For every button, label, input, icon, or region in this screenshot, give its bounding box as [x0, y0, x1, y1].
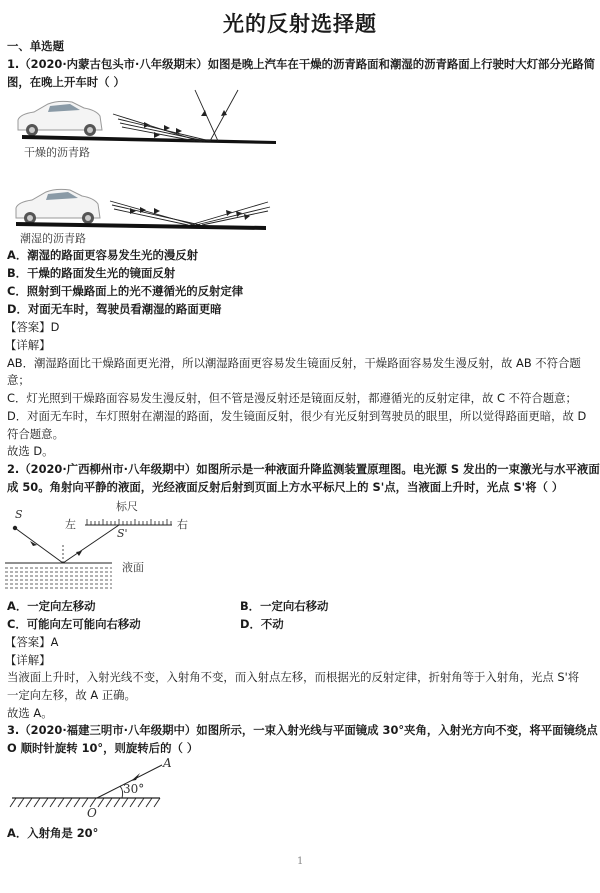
wet-road-label: 潮湿的沥青路: [20, 232, 86, 245]
q1-option-a: A．潮湿的路面更容易发生光的漫反射: [7, 248, 199, 262]
q1-answer: 【答案】D: [5, 320, 60, 334]
dry-road-figure: [10, 86, 280, 146]
q3-stem-line1: 3.（2020·福建三明市·八年级期中）如图所示，一束入射光线与平面镜成 30°夹角，入射光方向不变，将平面镜绕点: [7, 723, 598, 737]
angle-label: 30°: [123, 782, 145, 796]
ruler-label: 标尺: [116, 500, 138, 513]
q2-detail-line: 一定向左移，故 A 正确。: [7, 688, 136, 702]
point-a-label: A: [163, 756, 172, 770]
q1-detail-line: D．对面无车时，车灯照射在潮湿的路面，发生镜面反射，很少有光反射到驾驶员的眼里，所以觉得路面更暗，故 D: [7, 409, 587, 423]
q3-option-a: A．入射角是 20°: [7, 826, 99, 840]
q1-detail-line: 符合题意。: [7, 427, 64, 441]
point-o-label: O: [87, 806, 97, 820]
page-title: 光的反射选择题: [223, 12, 377, 36]
section-heading: 一、单选题: [7, 39, 64, 53]
q1-option-c: C．照射到干燥路面上的光不遵循光的反射定律: [7, 284, 244, 298]
liquid-label: 液面: [122, 561, 144, 574]
q2-final-answer: 故选 A。: [7, 706, 53, 720]
q1-detail-header: 【详解】: [5, 338, 51, 352]
left-label: 左: [65, 518, 76, 531]
q2-answer: 【答案】A: [5, 635, 59, 649]
q3-stem-line2: O 顺时针旋转 10°，则旋转后的（ ）: [7, 741, 199, 755]
dry-road-label: 干燥的沥青路: [24, 146, 90, 159]
q1-detail-line: AB．潮湿路面比干燥路面更光滑，所以潮湿路面更容易发生镜面反射，干燥路面容易发生漫反射，故 AB 不符合题: [7, 356, 581, 370]
page-number: 1: [297, 856, 304, 867]
q1-option-b: B．干燥的路面发生光的镜面反射: [7, 266, 176, 280]
q1-final-answer: 故选 D。: [7, 444, 54, 458]
q1-detail-line: C．灯光照到干燥路面容易发生漫反射，但不管是漫反射还是镜面反射，都遵循光的反射定律，故 C 不符合题意；: [7, 391, 577, 405]
q2-option-a: A．一定向左移动: [7, 599, 96, 613]
q2-option-c: C．可能向左可能向右移动: [7, 617, 141, 631]
source-label: S: [15, 508, 23, 521]
spot-label: S': [117, 527, 128, 540]
q2-option-b: B．一定向右移动: [240, 599, 329, 613]
q2-detail-line: 当液面上升时，入射光线不变，入射角不变，而入射点左移，而根据光的反射定律，折射角等于入射角，光点 S'将: [7, 670, 580, 684]
q1-stem-line1: 1.（2020·内蒙古包头市·八年级期末）如图是晚上汽车在干燥的沥青路面和潮湿的沥青路面上行驶时大灯部分光路简: [7, 57, 595, 71]
q2-stem-line1: 2.（2020·广西柳州市·八年级期中）如图所示是一种液面升降监测装置原理图。电光源 S 发出的一束激光与水平液面: [7, 462, 600, 476]
car-icon: [16, 189, 100, 224]
q1-stem-line2: 图，在晚上开车时（ ）: [7, 75, 125, 89]
liquid-level-figure: [0, 495, 220, 595]
car-icon: [18, 101, 102, 136]
q2-detail-header: 【详解】: [5, 653, 51, 667]
right-label: 右: [177, 518, 188, 531]
q1-option-d: D．对面无车时，驾驶员看潮湿的路面更暗: [7, 302, 222, 316]
q2-stem-line2: 成 50。角射向平静的液面，光经液面反射后射到页面上方水平标尺上的 S'点，当液面上升时，光点 S'将（ ）: [7, 480, 564, 494]
q1-detail-line: 意；: [7, 373, 30, 387]
q2-option-d: D．不动: [240, 617, 284, 631]
